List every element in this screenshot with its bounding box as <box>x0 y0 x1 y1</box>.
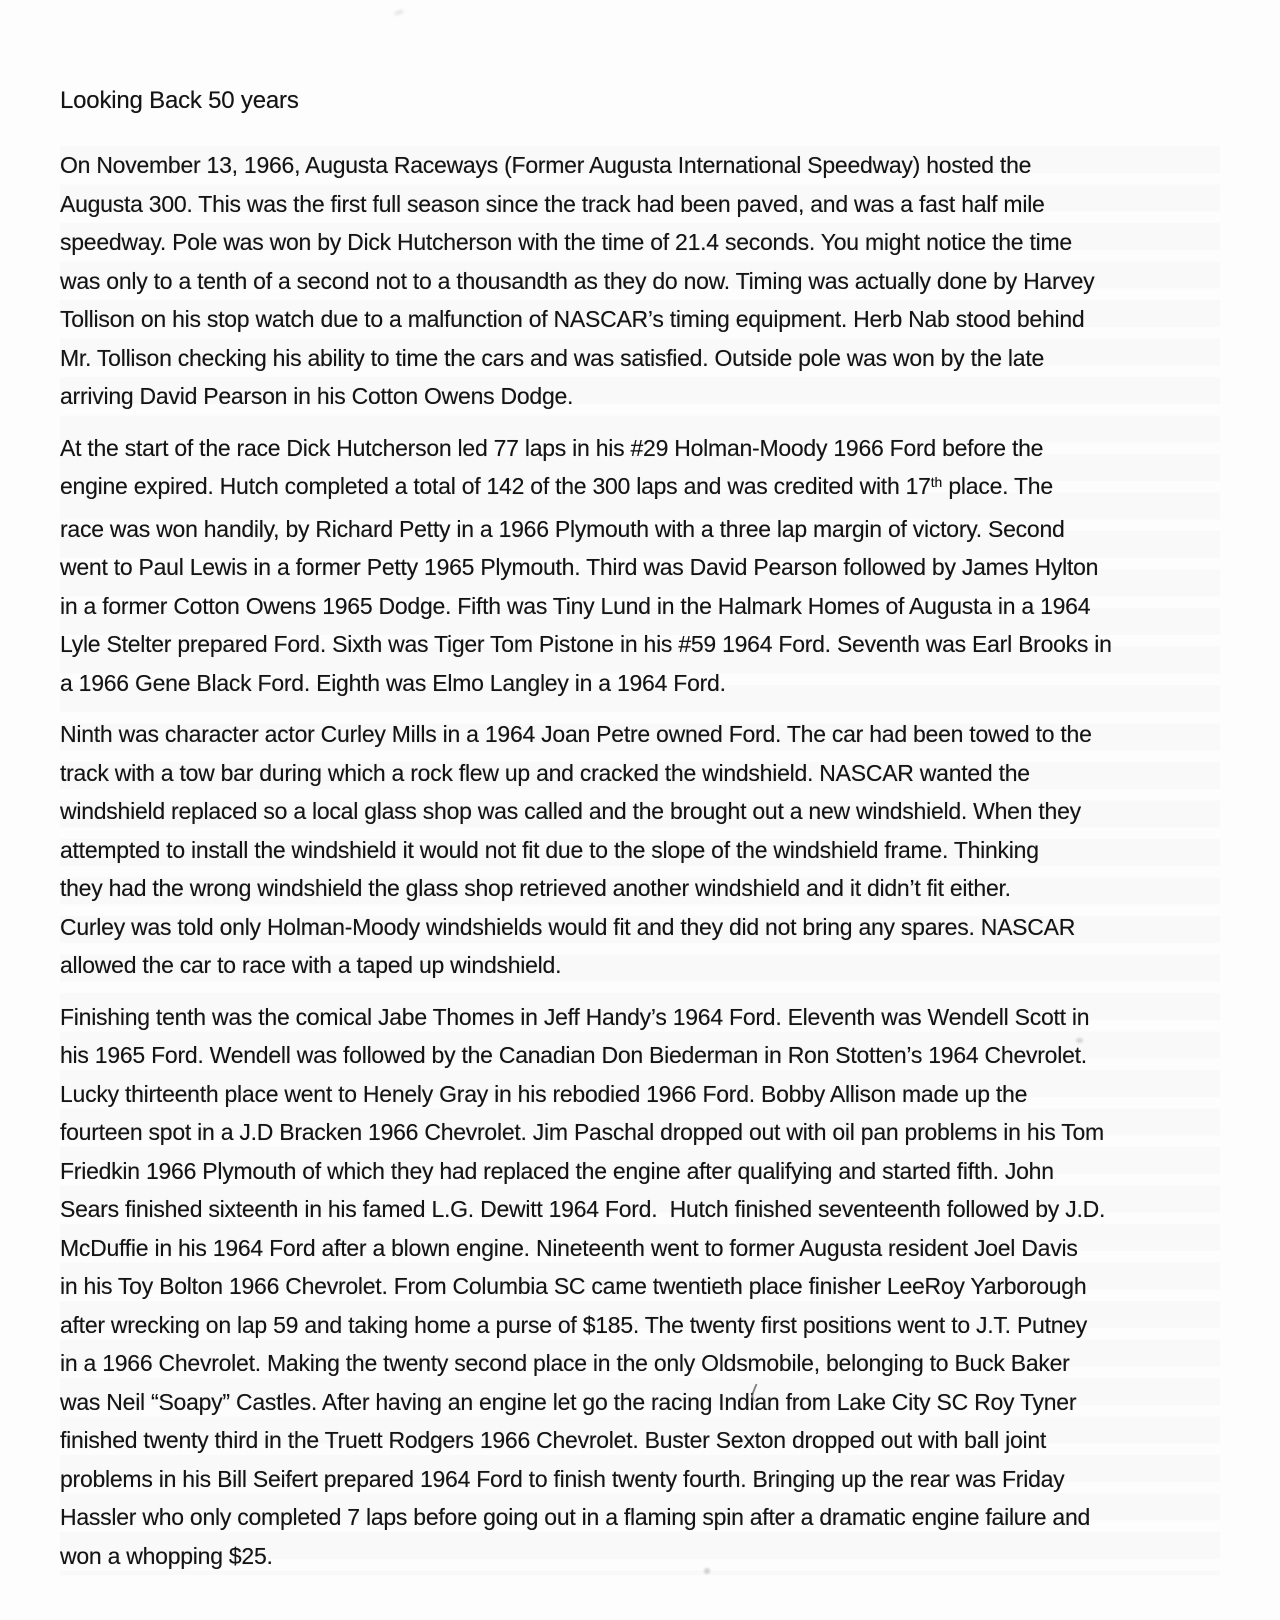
text-line: At the start of the race Dick Hutcherson led 77 laps in his #29 Holman-Moody 1966 Ford before the <box>60 434 1044 461</box>
text-line: Hassler who only completed 7 laps before going out in a flaming spin after a dramatic engine failure and <box>60 1504 1091 1530</box>
text-line: race was won handily, by Richard Petty in a 1966 Plymouth with a three lap margin of victory. Second <box>60 515 1065 542</box>
text-line: Ninth was character actor Curley Mills in a 1964 Joan Petre owned Ford. The car had been towed to the <box>60 721 1092 747</box>
text-line: finished twenty third in the Truett Rodgers 1966 Chevrolet. Buster Sexton dropped out with ball joint <box>60 1427 1047 1453</box>
text-line: speedway. Pole was won by Dick Hutcherson with the time of 21.4 seconds. You might notice the time <box>60 229 1072 255</box>
superscript: th <box>930 475 943 491</box>
text-line: was Neil “Soapy” Castles. After having an engine let go the racing Indian from Lake City SC Roy Tyner <box>60 1388 1077 1415</box>
text-line: Curley was told only Holman-Moody windshields would fit and they did not bring any spares. NASCAR <box>60 913 1076 940</box>
document-title: Looking Back 50 years <box>60 87 299 114</box>
text-line: in his Toy Bolton 1966 Chevrolet. From Columbia SC came twentieth place finisher LeeRoy Yarborough <box>60 1273 1087 1299</box>
text-line: Mr. Tollison checking his ability to time the cars and was satisfied. Outside pole was won by the late <box>60 344 1045 371</box>
text-line: fourteen spot in a J.D Bracken 1966 Chevrolet. Jim Paschal dropped out with oil pan problems in his Tom <box>60 1119 1104 1145</box>
text-line: a 1966 Gene Black Ford. Eighth was Elmo Langley in a 1964 Ford. <box>60 669 726 696</box>
text-line: Sears finished sixteenth in his famed L.G. Dewitt 1964 Ford. Hutch finished seventeenth followed by J.D. <box>60 1196 1106 1222</box>
paragraph <box>60 715 1220 985</box>
paragraph <box>60 998 1220 1576</box>
text-line: allowed the car to race with a taped up windshield. <box>60 952 562 978</box>
text-line: after wrecking on lap 59 and taking home a purse of $185. The twenty first positions went to J.T. Putney <box>60 1311 1088 1338</box>
text-line: engine expired. Hutch completed a total of 142 of the 300 laps and was credited with 17th place. The <box>60 473 1053 499</box>
document-body <box>60 146 1220 1575</box>
paragraph <box>60 429 1220 703</box>
text-line: won a whopping $25. <box>60 1542 273 1569</box>
text-line: Augusta 300. This was the first full season since the track had been paved, and was a fast half mile <box>60 190 1045 217</box>
text-line: his 1965 Ford. Wendell was followed by the Canadian Don Biederman in Ron Stotten’s 1964 Chevrolet. <box>60 1042 1087 1068</box>
text-line: in a 1966 Chevrolet. Making the twenty second place in the only Oldsmobile, belonging to Buck Baker <box>60 1350 1070 1376</box>
text-line: problems in his Bill Seifert prepared 1964 Ford to finish twenty fourth. Bringing up the rear was Friday <box>60 1465 1065 1492</box>
text-line: they had the wrong windshield the glass shop retrieved another windshield and it didn’t fit either. <box>60 875 1011 901</box>
text-line: arriving David Pearson in his Cotton Owens Dodge. <box>60 383 574 409</box>
paragraph <box>60 146 1220 416</box>
text-line: Finishing tenth was the comical Jabe Thomes in Jeff Handy’s 1964 Ford. Eleventh was Wendell Scott in <box>60 1003 1090 1030</box>
text-line: McDuffie in his 1964 Ford after a blown engine. Nineteenth went to former Augusta resident Joel Davis <box>60 1234 1078 1261</box>
text-line: Tollison on his stop watch due to a malfunction of NASCAR’s timing equipment. Herb Nab stood behind <box>60 306 1085 332</box>
text-line: was only to a tenth of a second not to a thousandth as they do now. Timing was actually done by Harvey <box>60 267 1095 294</box>
text-line: went to Paul Lewis in a former Petty 1965 Plymouth. Third was David Pearson followed by James Hylton <box>60 554 1099 580</box>
text-line: Friedkin 1966 Plymouth of which they had replaced the engine after qualifying and started fifth. John <box>60 1157 1054 1184</box>
text-line: Lucky thirteenth place went to Henely Gray in his rebodied 1966 Ford. Bobby Allison made up the <box>60 1080 1028 1107</box>
text-line: Lyle Stelter prepared Ford. Sixth was Tiger Tom Pistone in his #59 1964 Ford. Seventh was Earl Brooks in <box>60 631 1112 657</box>
text-line: windshield replaced so a local glass shop was called and the brought out a new windshield. When they <box>60 798 1081 824</box>
text-line: On November 13, 1966, Augusta Raceways (Former Augusta International Speedway) hosted the <box>60 152 1032 178</box>
text-line: track with a tow bar during which a rock flew up and cracked the windshield. NASCAR wanted the <box>60 759 1030 786</box>
scan-artifact-smudge <box>393 8 404 16</box>
text-line: attempted to install the windshield it would not fit due to the slope of the windshield frame. Thinking <box>60 836 1039 863</box>
text-line: in a former Cotton Owens 1965 Dodge. Fifth was Tiny Lund in the Halmark Homes of Augusta in a 1964 <box>60 592 1091 619</box>
